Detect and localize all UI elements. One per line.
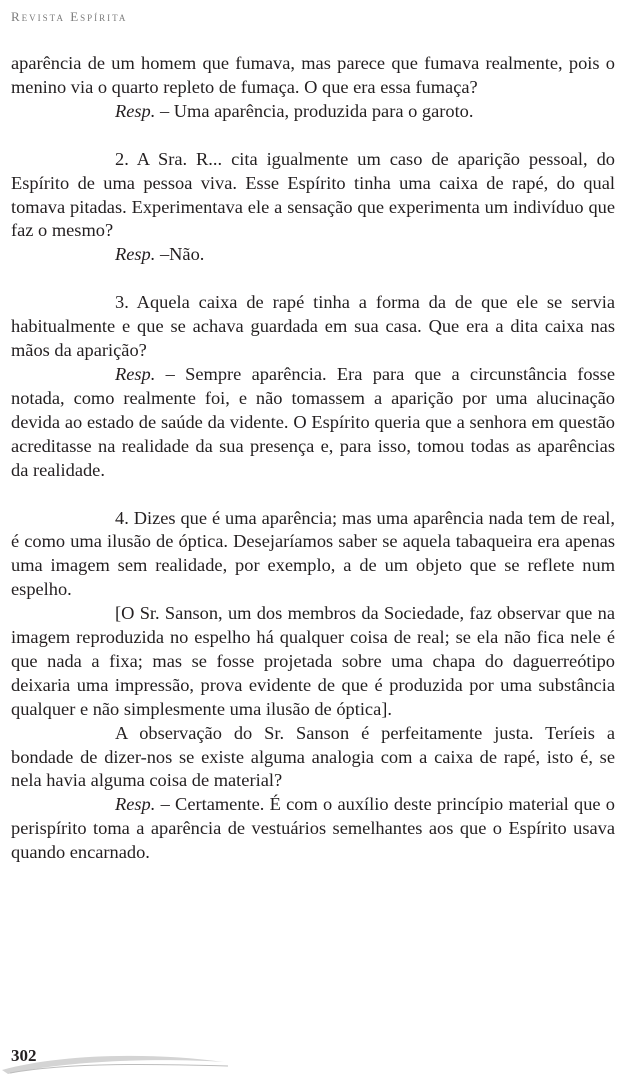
resp-label: Resp.: [115, 244, 156, 265]
paragraph-4: [11, 243, 615, 267]
body-text: [11, 52, 615, 865]
paragraph-10: [11, 793, 615, 865]
paragraph-7: [11, 507, 615, 603]
paragraph-7-text: 4. Dizes que é uma aparência; mas uma aparência nada tem de real, é como uma ilusão de óptica. Desejaríamos saber se aquela tabaqueira era apenas uma imagem sem realidade, por exemplo, a de um objeto que se reflete num espelho.: [11, 507, 615, 600]
paragraph-gap: [11, 483, 615, 507]
paragraph-8-text: [O Sr. Sanson, um dos membros da Sociedade, faz observar que na imagem reproduzida no espelho há qualquer coisa de real; se ela não fica nele é que nada a fixa; mas se fosse projetada sobre uma chapa do daguerreótipo deixaria uma impressão, prova evidente de que é produzida por uma substância qualquer e não simplesmente uma ilusão de óptica].: [11, 603, 615, 719]
paragraph-5: [11, 291, 615, 363]
resp-label: Resp.: [115, 363, 156, 384]
page-number: 302: [11, 1046, 37, 1065]
paragraph-9: [11, 722, 615, 794]
paragraph-9-text: A observação do Sr. Sanson é perfeitamente justa. Teríeis a bondade de dizer-nos se existe alguma analogia com a caixa de rapé, isto é, se nela havia alguma coisa de material?: [11, 722, 615, 791]
paragraph-8: [11, 602, 615, 722]
paragraph-1: [11, 52, 615, 100]
resp-label: Resp.: [115, 794, 156, 815]
paragraph-3: [11, 148, 615, 244]
paragraph-10-text: – Certamente. É com o auxílio deste princípio material que o perispírito toma a aparência de vestuários semelhantes aos que o Espírito usava quando encarnado.: [11, 794, 615, 863]
paragraph-gap: [11, 124, 615, 148]
paragraph-2-text: – Uma aparência, produzida para o garoto.: [155, 100, 474, 121]
paragraph-5-text: 3. Aquela caixa de rapé tinha a forma da de que ele se servia habitualmente e que se achava guardada em sua casa. Que era a dita caixa nas mãos da aparição?: [11, 292, 615, 361]
paragraph-3-text: 2. A Sra. R... cita igualmente um caso de aparição pessoal, do Espírito de uma pessoa viva. Esse Espírito tinha uma caixa de rapé, do qual tomava pitadas. Experimentava ele a sensação que experimenta um indivíduo que faz o mesmo?: [11, 148, 615, 241]
paragraph-6-text: – Sempre aparência. Era para que a circunstância fosse notada, como realmente foi, e não tomassem a aparição por uma alucinação devida ao estado de saúde da vidente. O Espírito queria que a senhora em questão acreditasse na realidade da sua presença e, para isso, tomou todas as aparências da realidade.: [11, 363, 615, 480]
paragraph-1-text: aparência de um homem que fumava, mas parece que fumava realmente, pois o menino via o quarto repleto de fumaça. O que era essa fumaça?: [11, 53, 615, 97]
running-header: Revista Espírita: [11, 9, 128, 24]
paragraph-gap: [11, 267, 615, 291]
resp-label: Resp.: [115, 100, 156, 121]
paragraph-2: [11, 100, 615, 124]
paragraph-6: [11, 363, 615, 483]
paragraph-4-text: –Não.: [155, 244, 205, 265]
